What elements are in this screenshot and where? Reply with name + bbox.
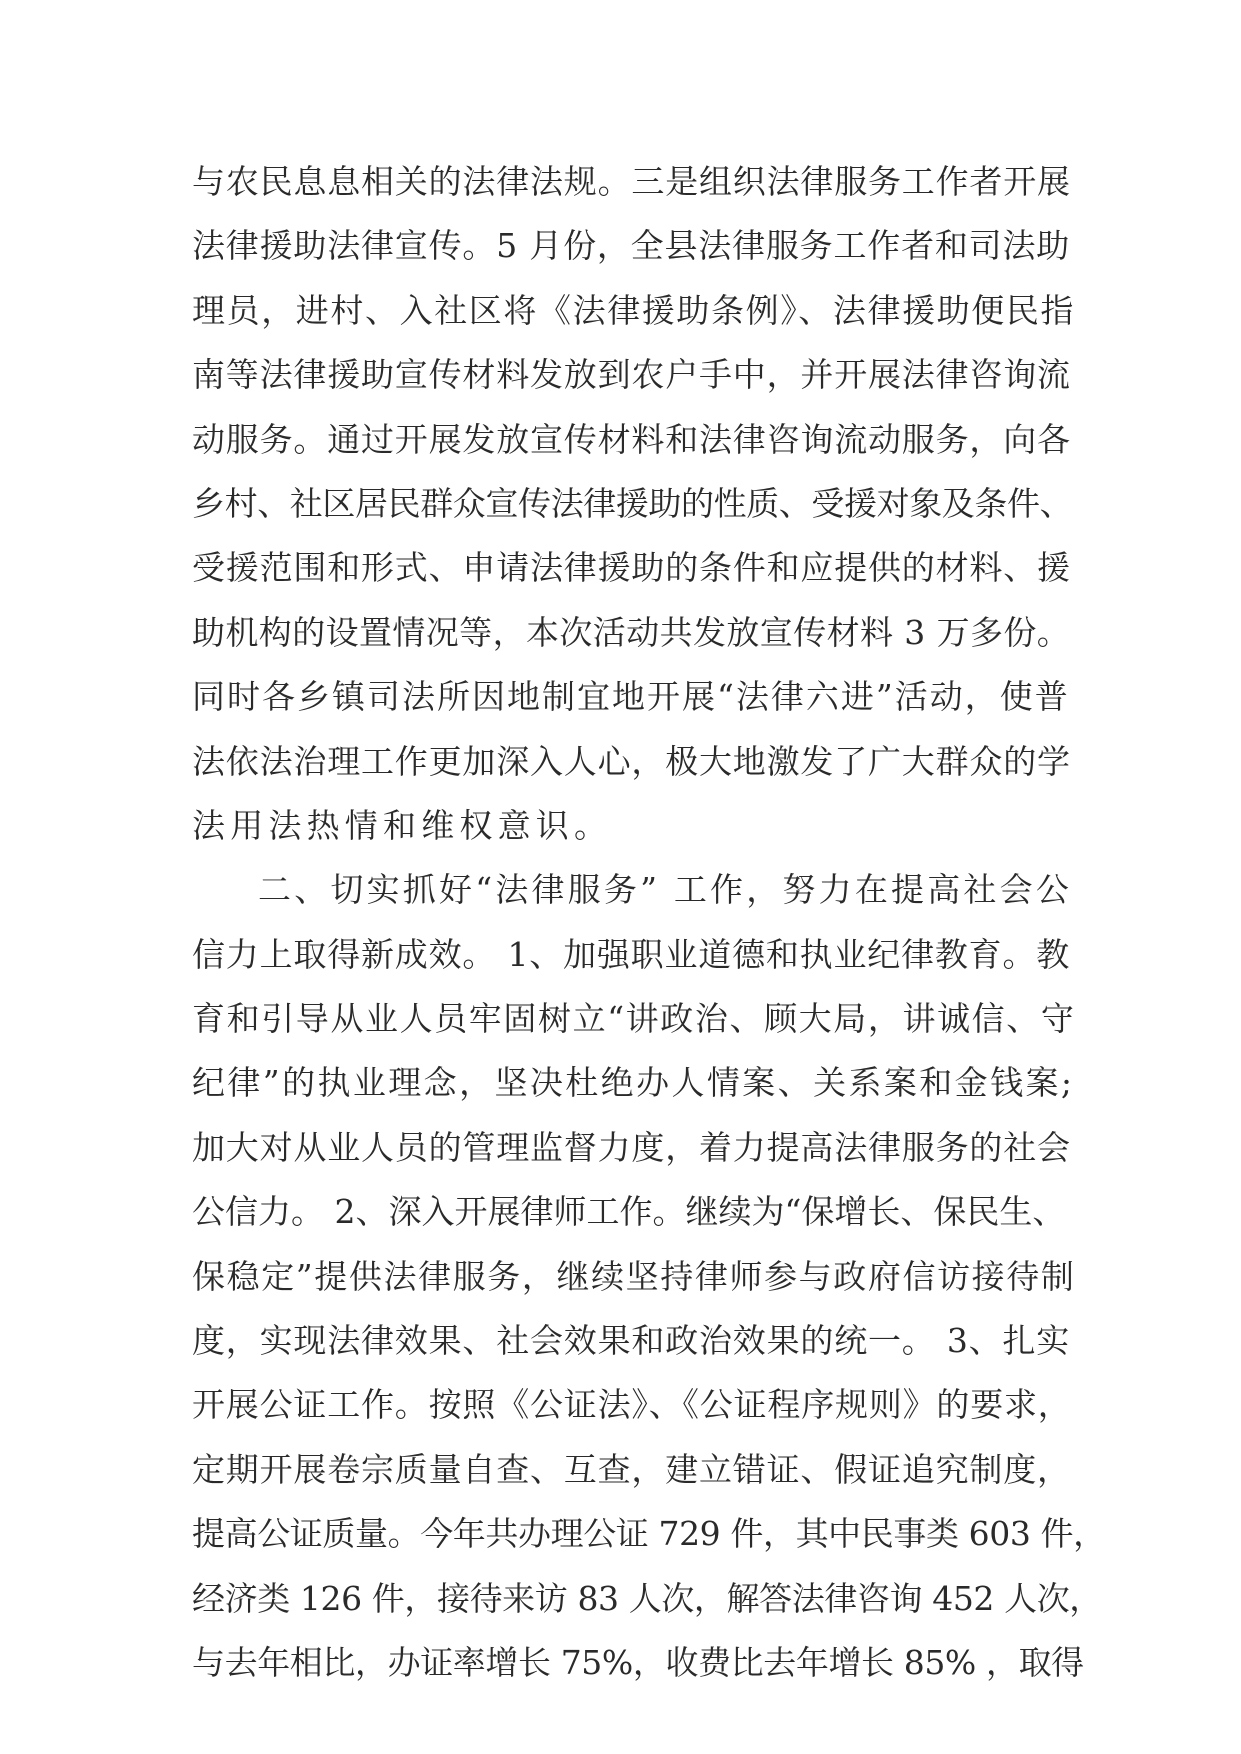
text-line: 法依法治理工作更加深入人心，极大地激发了广大群众的学	[192, 741, 1071, 781]
text-line: 动服务。通过开展发放宣传材料和法律咨询流动服务，向各	[192, 419, 1071, 459]
text-line: 理员，进村、入社区将《法律援助条例》、法律援助便民指	[192, 290, 1076, 330]
text-line: 度，实现法律效果、社会效果和政治效果的统一。 3、扎实	[192, 1321, 1071, 1361]
text-line: 纪律”的执业理念，坚决杜绝办人情案、关系案和金钱案;	[192, 1063, 1075, 1103]
text-line: 加大对从业人员的管理监督力度，着力提高法律服务的社会	[192, 1127, 1071, 1167]
text-line: 公信力。 2、深入开展律师工作。继续为“保增长、保民生、	[192, 1192, 1066, 1232]
body-text	[192, 150, 1106, 1695]
text-line: 育和引导从业人员牢固树立“讲政治、顾大局，讲诚信、守	[192, 999, 1076, 1039]
text-line: 法用法热情和维权意识。	[192, 805, 613, 845]
text-line: 法律援助法律宣传。5 月份，全县法律服务工作者和司法助	[192, 226, 1071, 266]
text-line: 受援范围和形式、申请法律援助的条件和应提供的材料、援	[192, 548, 1071, 588]
text-line: 信力上取得新成效。 1、加强职业道德和执业纪律教育。教	[192, 934, 1071, 974]
text-line: 定期开展卷宗质量自查、互查，建立错证、假证追究制度，	[192, 1449, 1071, 1489]
text-line: 保稳定”提供法律服务，继续坚持律师参与政府信访接待制	[192, 1256, 1076, 1296]
text-line: 南等法律援助宣传材料发放到农户手中，并开展法律咨询流	[192, 355, 1071, 395]
section-heading-line: 二、切实抓好“法律服务” 工作，努力在提高社会公	[258, 870, 1073, 910]
text-line: 同时各乡镇司法所因地制宜地开展“法律六进”活动，使普	[192, 677, 1070, 717]
text-line: 经济类 126 件，接待来访 83 人次，解答法律咨询 452 人次，	[192, 1578, 1102, 1618]
text-line: 开展公证工作。按照《公证法》、《公证程序规则》的要求，	[192, 1385, 1072, 1425]
text-line: 提高公证质量。今年共办理公证 729 件，其中民事类 603 件，	[192, 1514, 1106, 1554]
text-line: 与去年相比，办证率增长 75%，收费比去年增长 85% ，取得	[192, 1642, 1084, 1682]
text-line: 助机构的设置情况等，本次活动共发放宣传材料 3 万多份。	[192, 612, 1071, 652]
text-line: 乡村、社区居民群众宣传法律援助的性质、受援对象及条件、	[192, 483, 1073, 523]
text-line: 与农民息息相关的法律法规。三是组织法律服务工作者开展	[192, 162, 1071, 201]
